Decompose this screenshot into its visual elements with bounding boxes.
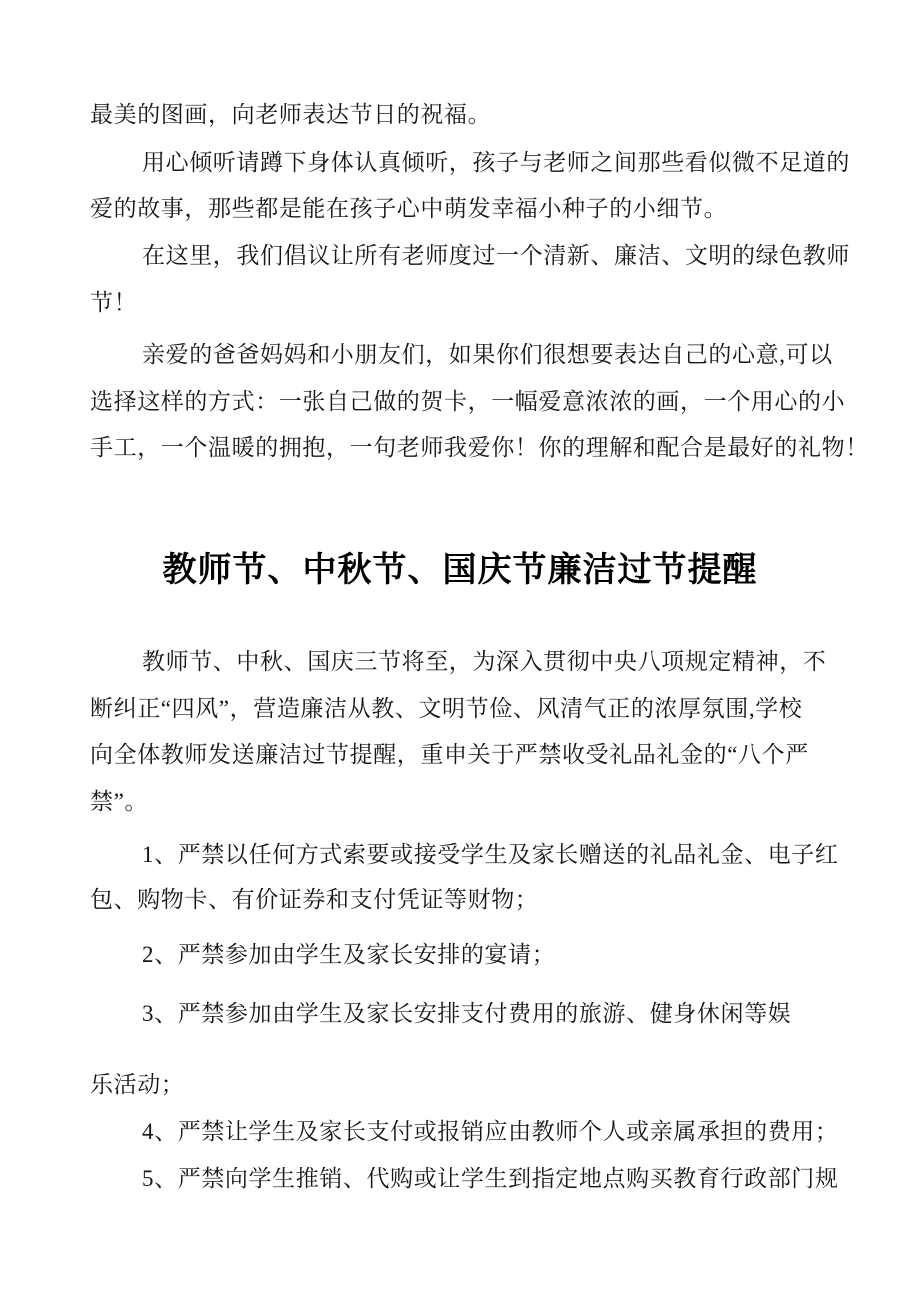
list-item-line: 1、严禁以任何方式索要或接受学生及家长赠送的礼品礼金、电子红	[142, 842, 839, 867]
body-line: 爱的故事，那些都是能在孩子心中萌发幸福小种子的小细节。	[90, 196, 728, 221]
body-line: 断纠正“四风”，营造廉洁从教、文明节俭、风清气正的浓厚氛围,学校	[90, 696, 803, 721]
body-line: 节！	[90, 290, 138, 315]
list-item-line: 3、严禁参加由学生及家长安排支付费用的旅游、健身休闲等娱	[142, 1001, 792, 1026]
body-line: 禁”。	[90, 789, 149, 814]
list-item-line: 2、严禁参加由学生及家长安排的宴请；	[142, 942, 556, 967]
list-item-line: 4、严禁让学生及家长支付或报销应由教师个人或亲属承担的费用；	[142, 1119, 839, 1144]
body-line: 在这里，我们倡议让所有老师度过一个清新、廉洁、文明的绿色教师	[142, 243, 850, 268]
body-line: 最美的图画，向老师表达节日的祝福。	[90, 102, 492, 127]
body-line: 选择这样的方式：一张自己做的贺卡，一幅爱意浓浓的画，一个用心的小	[90, 389, 846, 414]
document-heading: 教师节、中秋节、国庆节廉洁过节提醒	[162, 551, 758, 589]
body-line: 教师节、中秋、国庆三节将至，为深入贯彻中央八项规定精神，不	[142, 649, 827, 674]
list-item-line: 乐活动；	[90, 1072, 185, 1097]
list-item-line: 包、购物卡、有价证券和支付凭证等财物；	[90, 887, 539, 912]
body-line: 向全体教师发送廉洁过节提醒，重申关于严禁收受礼品礼金的“八个严	[90, 742, 809, 767]
list-item-line: 5、严禁向学生推销、代购或让学生到指定地点购买教育行政部门规	[142, 1166, 839, 1191]
body-line: 用心倾听请蹲下身体认真倾听，孩子与老师之间那些看似微不足道的	[142, 150, 850, 175]
body-line: 亲爱的爸爸妈妈和小朋友们，如果你们很想要表达自己的心意,可以	[142, 342, 833, 367]
body-line: 手工，一个温暖的拥抱，一句老师我爱你！你的理解和配合是最好的礼物！	[90, 435, 869, 460]
